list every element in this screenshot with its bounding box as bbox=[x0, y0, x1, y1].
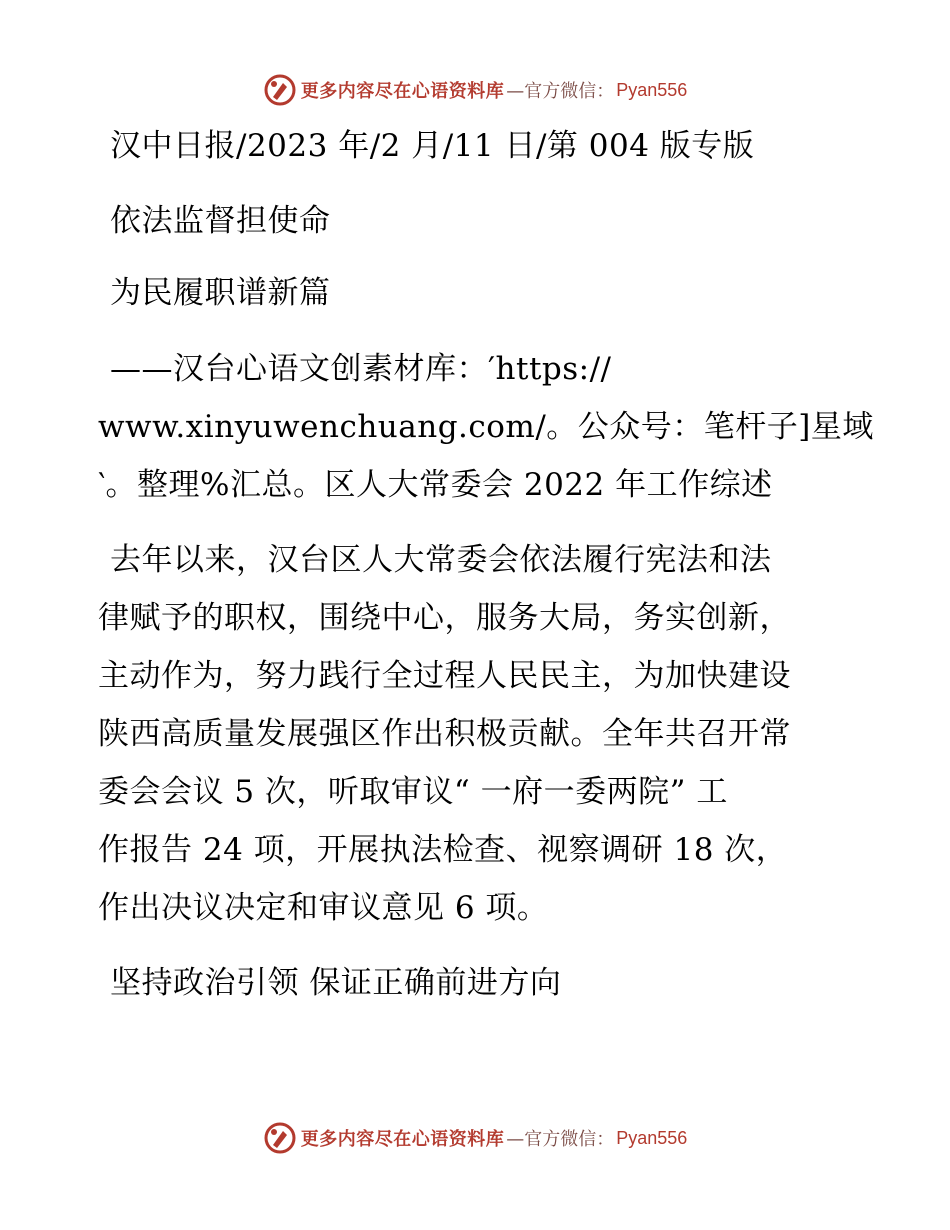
watermark-banner-bottom bbox=[0, 1118, 950, 1158]
body-line: 陕西高质量发展强区作出积极贡献。全年共召开常 bbox=[98, 716, 791, 752]
body-line: 主动作为，努力践行全过程人民民主，为加快建设 bbox=[98, 658, 791, 694]
body-line: 委会会议 5 次，听取审议“ 一府一委两院” 工 bbox=[98, 774, 728, 810]
subtitle-line-1: ——汉台心语文创素材库：′https:// bbox=[110, 351, 612, 387]
body-line: 作报告 24 项，开展执法检查、视察调研 18 次， bbox=[98, 832, 788, 868]
banner-sub-text: —官方微信： bbox=[506, 81, 615, 102]
title-line-2: 为民履职谱新篇 bbox=[110, 275, 331, 311]
banner-handle: Pyan556 bbox=[616, 1127, 688, 1148]
subtitle-line-2: www.xinyuwenchuang.com/。公众号：笔杆子]星域 bbox=[98, 409, 874, 445]
body-line: 去年以来，汉台区人大常委会依法履行宪法和法 bbox=[110, 542, 772, 578]
subtitle-line-3: ‵。整理%汇总。区人大常委会 2022 年工作综述 bbox=[98, 467, 773, 503]
banner-handle: Pyan556 bbox=[616, 79, 688, 100]
logo-icon bbox=[263, 73, 297, 107]
watermark-banner-top bbox=[0, 70, 950, 110]
body-line: 律赋予的职权，围绕中心，服务大局，务实创新， bbox=[98, 600, 791, 636]
title-line-1: 依法监督担使命 bbox=[110, 203, 331, 239]
section-heading: 坚持政治引领 保证正确前进方向 bbox=[110, 965, 562, 1001]
body-line: 作出决议决定和审议意见 6 项。 bbox=[98, 890, 549, 926]
banner-main-text: 更多内容尽在心语资料库 bbox=[300, 81, 505, 102]
source-line: 汉中日报/2023 年/2 月/11 日/第 004 版专版 bbox=[110, 128, 755, 164]
banner-sub-text: —官方微信： bbox=[506, 1129, 615, 1150]
banner-main-text: 更多内容尽在心语资料库 bbox=[300, 1129, 505, 1150]
logo-icon bbox=[263, 1121, 297, 1155]
